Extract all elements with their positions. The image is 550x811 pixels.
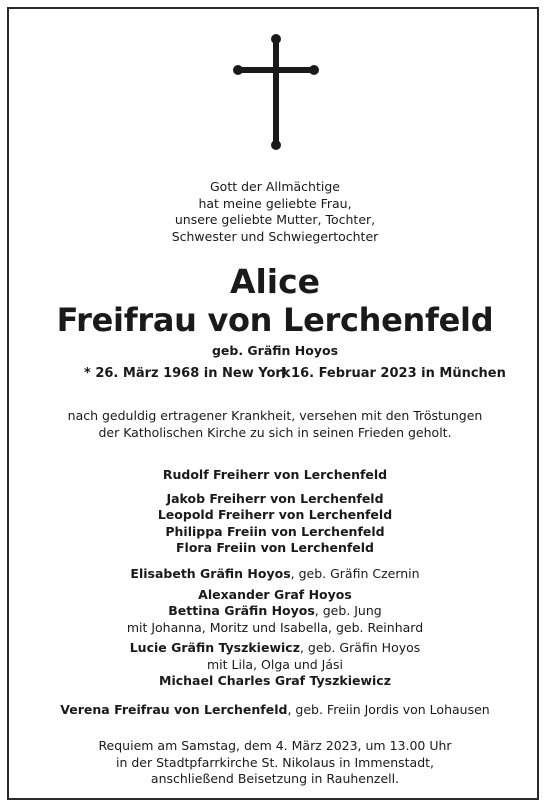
child-name: Leopold Freiherr von Lerchenfeld: [157, 507, 393, 522]
mother-maiden: , geb. Gräfin Czernin: [290, 566, 420, 581]
requiem-text: [0, 738, 550, 788]
sister-children-line: mit Lila, Olga und Jási: [206, 656, 343, 672]
death-date: † 16. Februar 2023 in München: [280, 366, 506, 381]
birth-date: * 26. März 1968 in New York: [84, 366, 291, 381]
mother-in-law-name: Verena Freifrau von Lerchenfeld: [60, 702, 288, 717]
brother-in-law-name: Michael Charles Graf Tyszkiewicz: [159, 673, 391, 688]
family-group-1: [0, 467, 550, 557]
after-line: der Katholischen Kirche zu sich in seinen Frieden geholt.: [98, 424, 452, 440]
sister-in-law-name: Bettina Gräfin Hoyos: [168, 603, 315, 618]
birth-name: geb. Gräfin Hoyos: [211, 343, 339, 358]
requiem-line: Requiem am Samstag, dem 4. März 2023, um 13.00 Uhr: [98, 738, 452, 753]
husband-name: Rudolf Freiherr von Lerchenfeld: [162, 467, 388, 482]
nieces-line: mit Johanna, Moritz und Isabella, geb. Reinhard: [126, 619, 424, 635]
requiem-line: in der Stadtpfarrkirche St. Nikolaus in Immenstadt,: [115, 754, 435, 770]
family-group-3: [0, 702, 550, 719]
after-text: [0, 408, 550, 441]
child-name: Philippa Freiin von Lerchenfeld: [165, 523, 385, 539]
mother-line: [0, 566, 550, 583]
intro-text: [0, 179, 550, 245]
sister-line: [0, 640, 550, 657]
intro-line: unsere geliebte Mutter, Tochter,: [174, 212, 376, 227]
intro-line: hat meine geliebte Frau,: [198, 195, 352, 211]
sister-name: Lucie Gräfin Tyszkiewicz: [129, 640, 300, 655]
deceased-full-name: Freifrau von Lerchenfeld: [56, 301, 494, 339]
intro-line: Schwester und Schwiegertochter: [171, 228, 379, 244]
cross-icon: [233, 34, 319, 150]
child-name: Jakob Freiherr von Lerchenfeld: [166, 490, 384, 506]
requiem-line: anschließend Beisetzung in Rauhenzell.: [150, 771, 400, 786]
mother-in-law-maiden: , geb. Freiin Jordis von Lohausen: [287, 702, 490, 717]
sister-maiden: , geb. Gräfin Hoyos: [299, 640, 421, 655]
child-name: Flora Freiin von Lerchenfeld: [176, 540, 374, 555]
sister-in-law-maiden: , geb. Jung: [314, 603, 382, 618]
mother-in-law-line: [0, 702, 550, 719]
after-line: nach geduldig ertragener Krankheit, versehen mit den Tröstungen: [67, 408, 483, 423]
deceased-first-name: Alice: [229, 262, 321, 301]
mother-name: Elisabeth Gräfin Hoyos: [130, 566, 291, 581]
family-group-2: [0, 566, 550, 690]
sister-in-law-line: [0, 603, 550, 620]
brother-name: Alexander Graf Hoyos: [198, 586, 352, 602]
intro-line: Gott der Allmächtige: [210, 179, 340, 194]
